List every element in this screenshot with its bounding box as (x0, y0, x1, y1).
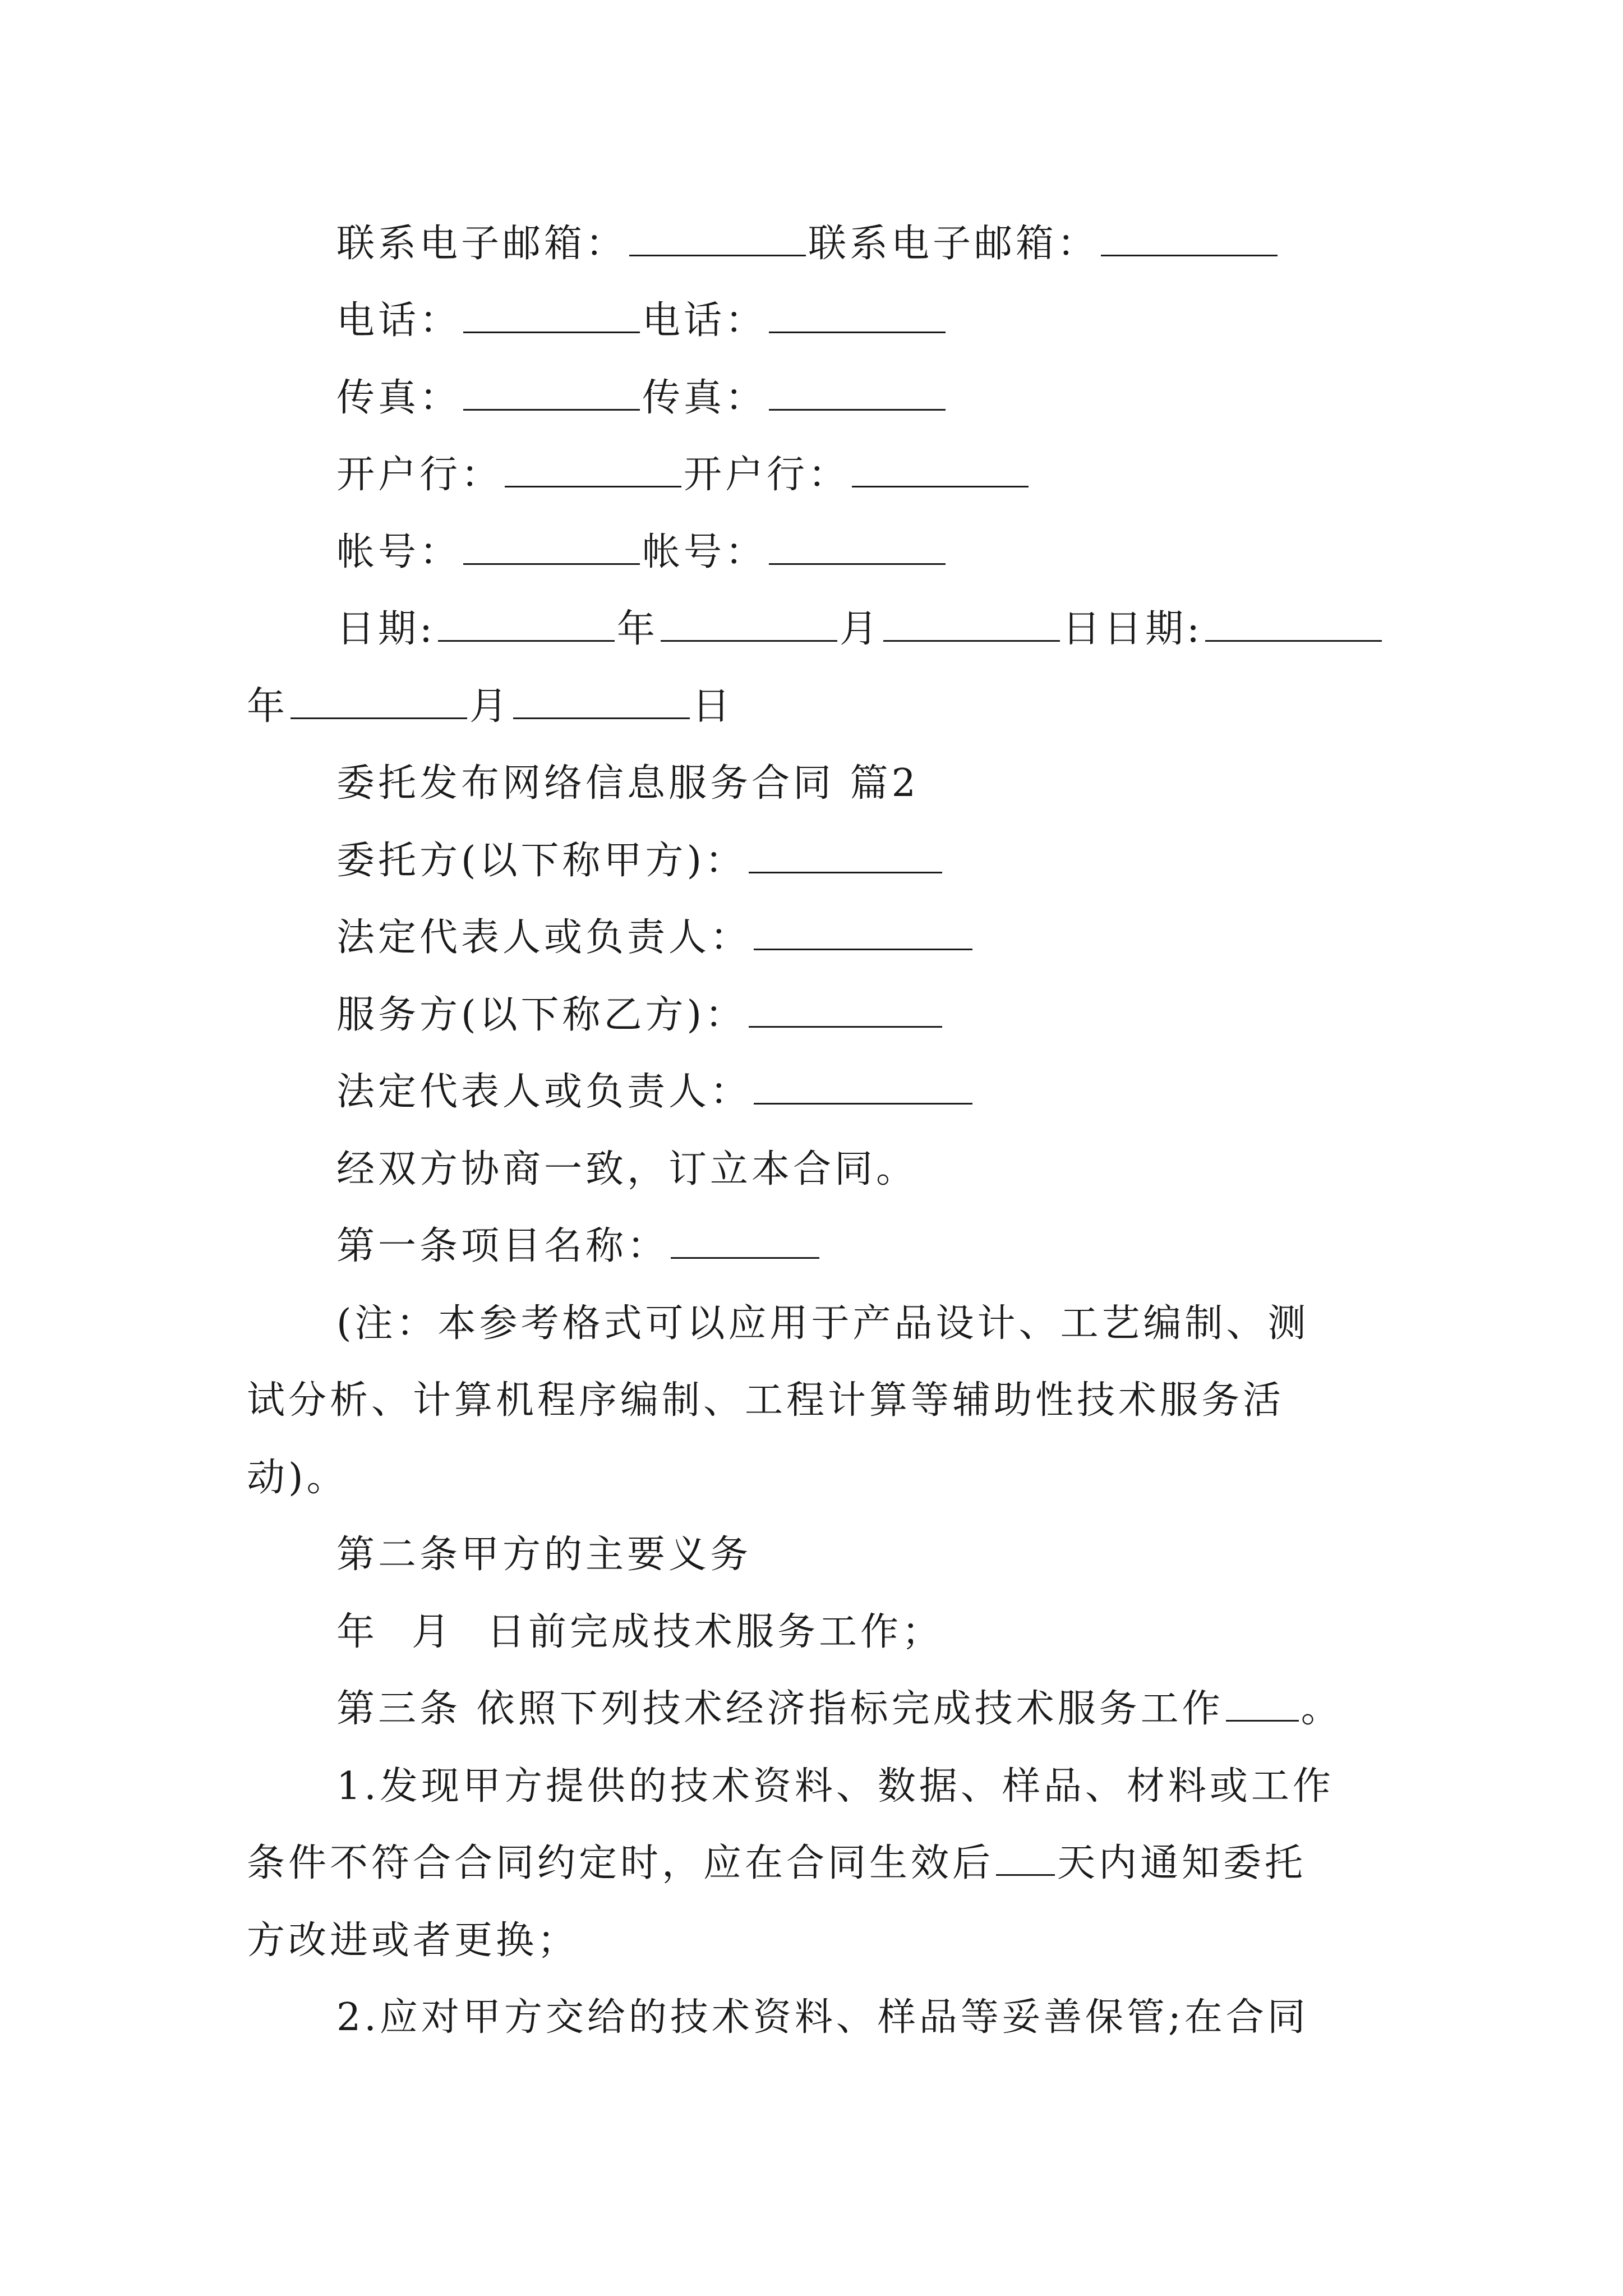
blank-field (883, 640, 1060, 642)
note-line-2: 试分析、计算机程序编制、工程计算等辅助性技术服务活 (247, 1378, 1285, 1423)
day-label: 日 (692, 684, 734, 729)
blank-field (291, 717, 467, 719)
contact-email-line (247, 210, 1376, 278)
blank-field (513, 717, 690, 719)
item-1-line-1: 1.发现甲方提供的技术资料、数据、样品、材料或工作 (336, 1764, 1334, 1809)
phone-label-b: 电话： (642, 298, 767, 343)
blank-field (629, 255, 806, 256)
blank-field (754, 1103, 972, 1105)
blank-field (749, 872, 942, 873)
fax-label-a: 传真： (336, 376, 462, 420)
item-1-text-cont: 天内通知委托 (1057, 1841, 1307, 1885)
blank-field (463, 332, 640, 333)
provider-label: 服务方(以下称乙方)： (336, 993, 747, 1037)
provider-rep-label: 法定代表人或负责人： (336, 1070, 752, 1114)
client-rep-line (247, 904, 1376, 972)
deadline-line (247, 1599, 1376, 1666)
agreement-text: 经双方协商一致，订立本合同。 (336, 1147, 918, 1191)
month-label: 月 (839, 607, 881, 651)
note-line-1: (注：本参考格式可以应用于产品设计、工艺编制、测 (336, 1301, 1310, 1346)
contact-email-label-a: 联系电子邮箱： (336, 222, 628, 266)
blank-field (661, 640, 837, 642)
bank-label-b: 开户行： (684, 453, 850, 497)
item-2-line-1: 2.应对甲方交给的技术资料、样品等妥善保管;在合同 (336, 1995, 1309, 2040)
month-label: 月 (412, 1610, 454, 1654)
month-label: 月 (469, 684, 511, 729)
article-1-label: 第一条项目名称： (336, 1224, 669, 1268)
blank-field (505, 486, 681, 487)
blank-field (1205, 640, 1382, 642)
account-label-b: 帐号： (642, 530, 767, 574)
fax-label-b: 传真： (642, 376, 767, 420)
blank-field (769, 332, 946, 333)
blank-field (1101, 255, 1278, 256)
date-line (247, 596, 1376, 663)
blank-field (769, 409, 946, 411)
item-1-line-2 (247, 1830, 1376, 1897)
day-date-label: 日日期: (1062, 607, 1203, 651)
article-3-line (247, 1676, 1376, 1743)
article-3-text: 第三条 依照下列技术经济指标完成技术服务工作 (336, 1687, 1224, 1731)
item-1-text: 条件不符合合同约定时，应在合同生效后 (247, 1841, 994, 1885)
blank-field (769, 563, 946, 565)
client-label: 委托方(以下称甲方)： (336, 839, 747, 883)
deadline-text: 日前完成技术服务工作； (487, 1610, 944, 1654)
section-title: 委托发布网络信息服务合同 篇2 (336, 761, 919, 806)
blank-field (754, 949, 972, 950)
blank-field (749, 1026, 942, 1028)
provider-line (247, 982, 1376, 1049)
account-line (247, 519, 1376, 586)
blank-field (852, 486, 1029, 487)
blank-field (463, 563, 640, 565)
year-label: 年 (247, 684, 289, 729)
blank-field (438, 640, 615, 642)
provider-rep-line (247, 1059, 1376, 1126)
article-2-heading: 第二条甲方的主要义务 (336, 1533, 752, 1577)
item-1-line-3: 方改进或者更换； (247, 1918, 579, 1963)
phone-label-a: 电话： (336, 298, 462, 343)
client-line (247, 827, 1376, 895)
contact-email-label-b: 联系电子邮箱： (808, 222, 1099, 266)
year-label: 年 (616, 607, 658, 651)
blank-field (463, 409, 640, 411)
client-rep-label: 法定代表人或负责人： (336, 915, 752, 960)
note-line-3: 动)。 (247, 1456, 348, 1500)
account-label-a: 帐号： (336, 530, 462, 574)
fax-line (247, 365, 1376, 432)
blank-field (996, 1874, 1055, 1876)
date-label: 日期: (336, 607, 436, 651)
phone-line (247, 287, 1376, 355)
bank-label-a: 开户行： (336, 453, 503, 497)
article-1-line (247, 1213, 1376, 1280)
date-line-continued (247, 673, 1376, 740)
year-label: 年 (336, 1610, 379, 1654)
period-mark: 。 (1301, 1687, 1343, 1731)
bank-line (247, 441, 1376, 509)
blank-field (671, 1257, 819, 1259)
blank-field (1226, 1720, 1299, 1722)
